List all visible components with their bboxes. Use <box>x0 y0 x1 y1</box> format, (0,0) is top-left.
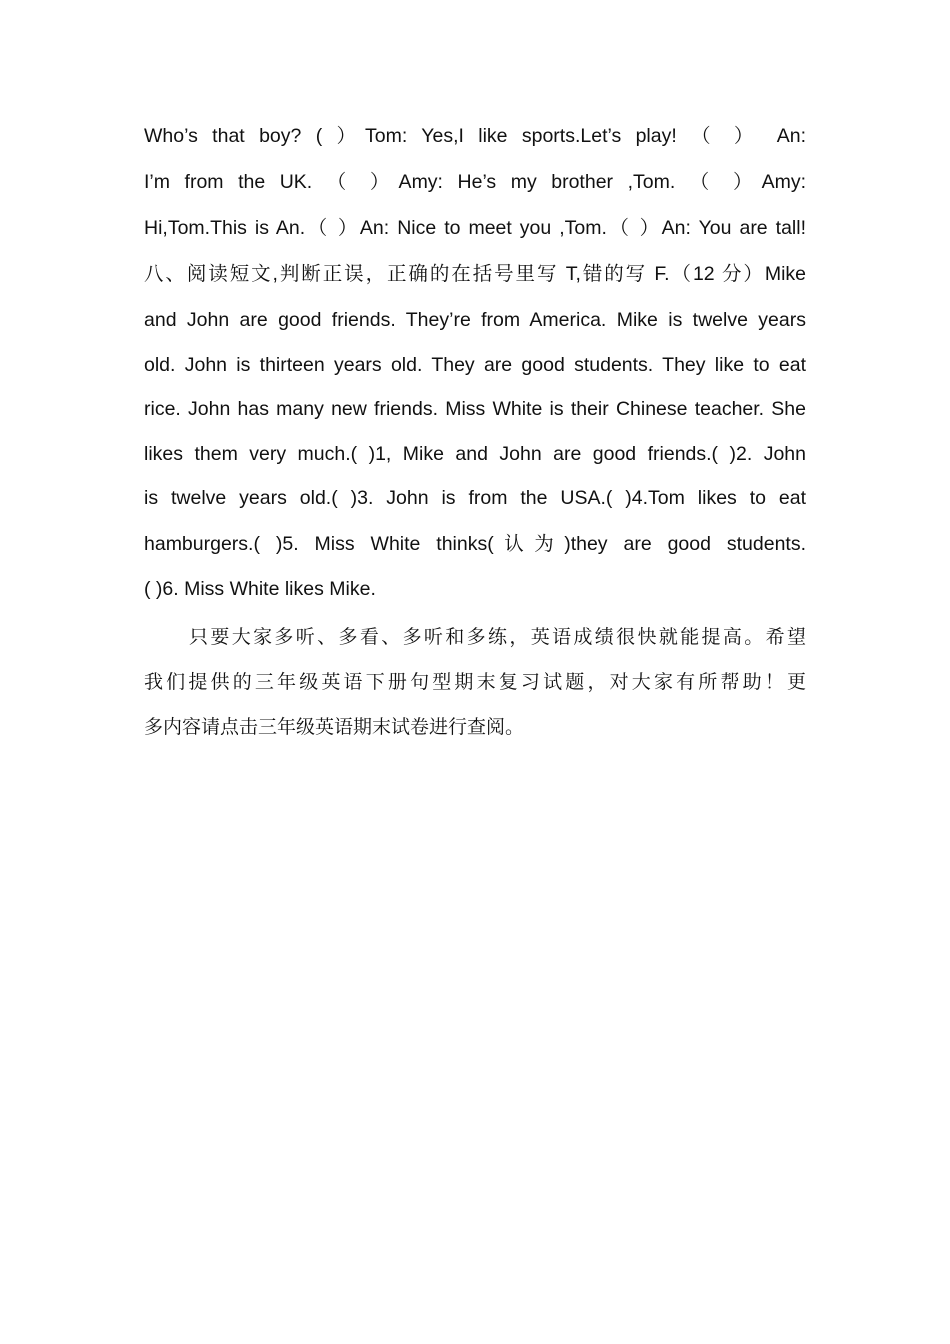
text-line: 我们提供的三年级英语下册句型期末复习试题，对大家有所帮助！更 <box>144 670 806 693</box>
text-line: Who’s that boy? ( ）Tom: Yes,I like sports.Let’s play! （ ） An: <box>144 125 806 147</box>
text-line: 只要大家多听、多看、多听和多练，英语成绩很快就能提高。希望 <box>189 625 806 648</box>
section-heading-line: 八、阅读短文,判断正误，正确的在括号里写 T,错的写 F.（12 分）Mike <box>144 263 806 285</box>
text-line: likes them very much.( )1, Mike and John are good friends.( )2. John <box>144 442 806 465</box>
exercise-paragraph <box>144 116 806 615</box>
text-line: I’m from the UK. （ ）Amy: He’s my brother ,Tom. （ ）Amy: <box>144 171 806 193</box>
document-body <box>144 116 806 752</box>
text-line: and John are good friends. They’re from America. Mike is twelve years <box>144 309 806 331</box>
text-line: 多内容请点击三年级英语期末试卷进行查阅。 <box>144 715 525 738</box>
text-line: rice. John has many new friends. Miss White is their Chinese teacher. She <box>144 398 806 420</box>
text-line: old. John is thirteen years old. They are good students. They like to eat <box>144 353 806 376</box>
text-line: Hi,Tom.This is An.（ ）An: Nice to meet you ,Tom.（ ）An: You are tall! <box>144 217 806 239</box>
closing-paragraph <box>144 617 806 752</box>
text-line: hamburgers.( )5. Miss White thinks(认为)they are good students. <box>144 533 806 555</box>
text-line: ( )6. Miss White likes Mike. <box>144 577 376 600</box>
text-line: is twelve years old.( )3. John is from the USA.( )4.Tom likes to eat <box>144 487 806 509</box>
